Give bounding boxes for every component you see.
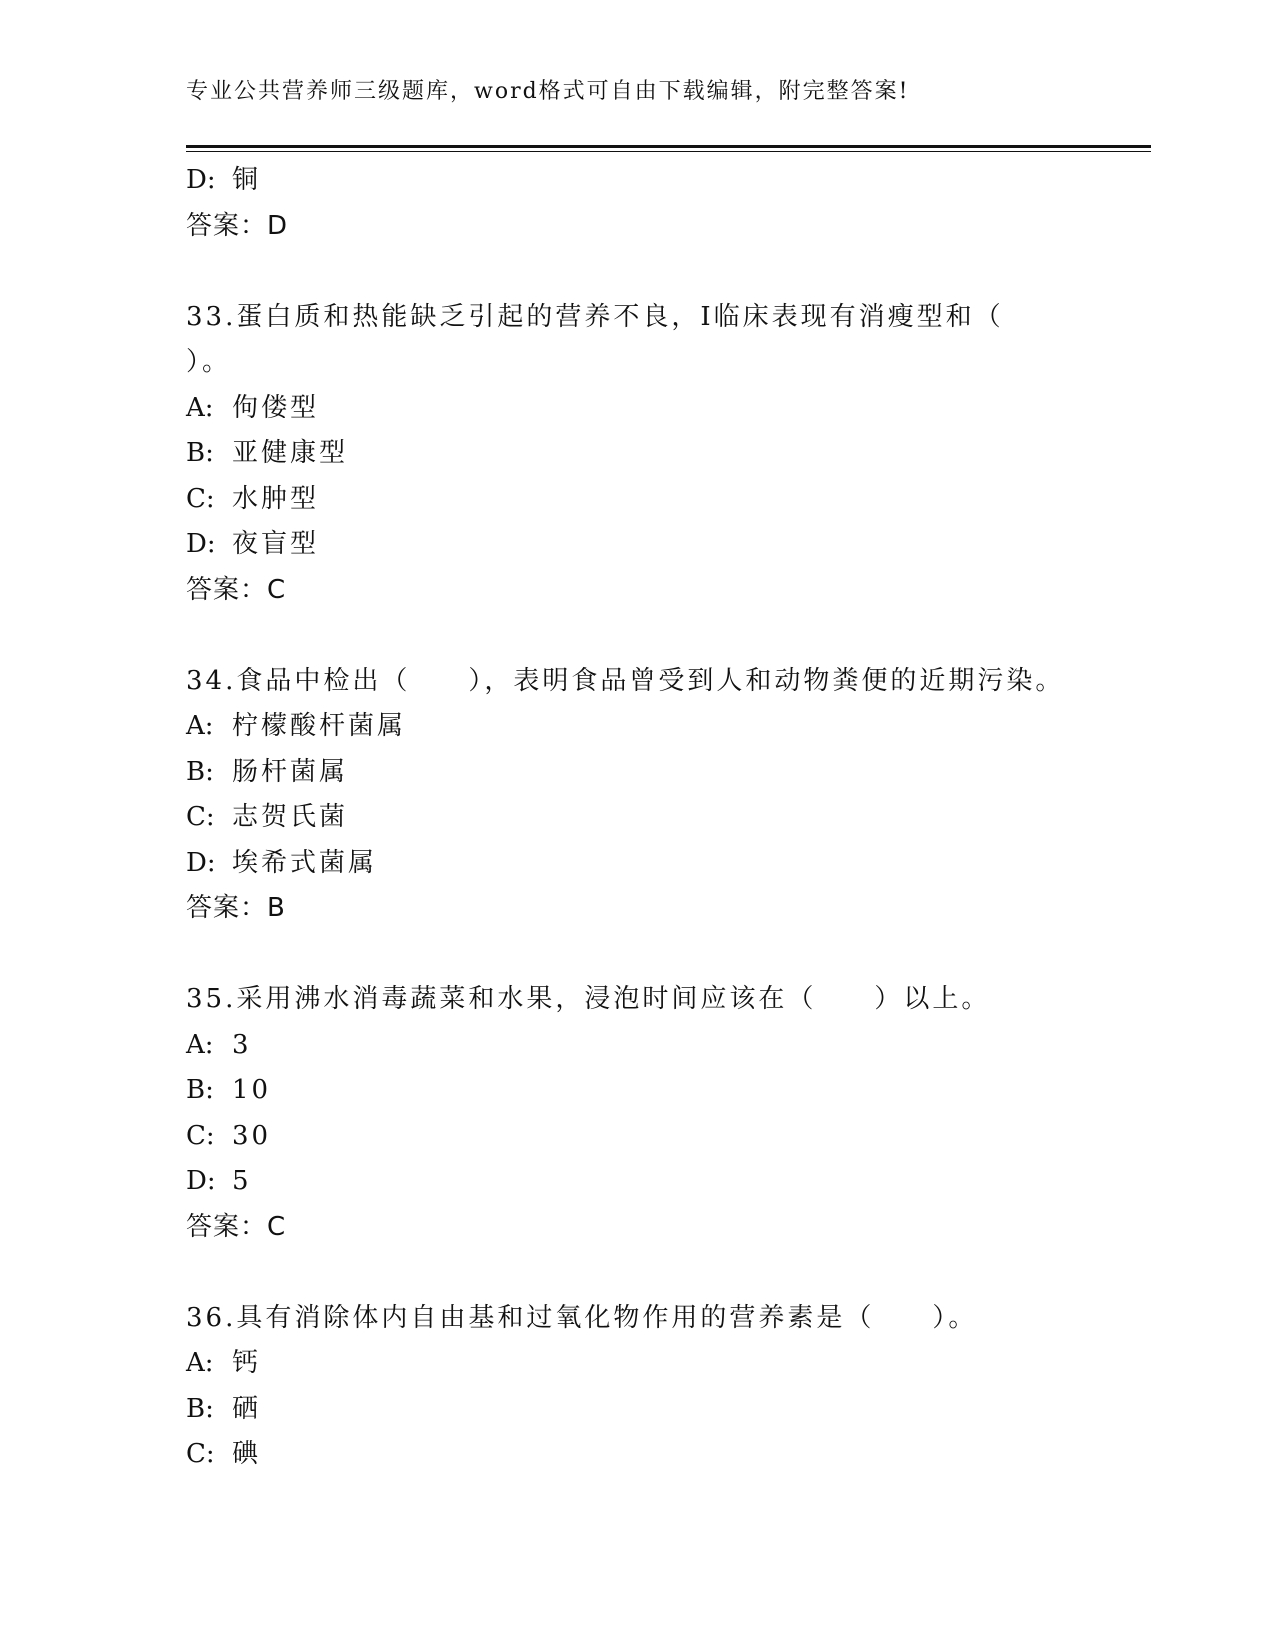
option-line [186, 477, 1151, 523]
option-line [186, 386, 1151, 432]
spacer [186, 1250, 1151, 1296]
option-label: B: [186, 438, 214, 468]
answer-line: 答案：B [186, 893, 286, 923]
option-text: 30 [232, 1120, 272, 1151]
answer-line: 答案：C [186, 1211, 287, 1242]
option-label: B: [186, 1075, 214, 1105]
option-line [186, 1114, 1151, 1160]
option-line [186, 1387, 1151, 1433]
option-text: 肠杆菌属 [232, 756, 349, 787]
question-block [186, 295, 1151, 614]
option-label: A: [186, 1029, 214, 1060]
option-line [186, 750, 1151, 796]
option-text: 铜 [232, 165, 262, 195]
header-rule-thick [186, 145, 1151, 148]
option-text: 柠檬酸杆菌属 [232, 711, 407, 741]
option-line [186, 1432, 1151, 1478]
option-label: C: [186, 1120, 215, 1151]
spacer [186, 613, 1151, 659]
option-label: D: [186, 529, 216, 559]
option-text: 亚健康型 [232, 438, 349, 468]
option-line [186, 1068, 1151, 1114]
question-stem: 36.具有消除体内自由基和过氧化物作用的营养素是（ ）。 [186, 1302, 978, 1333]
option-text: 志贺氏菌 [232, 802, 349, 832]
answer-line: 答案：C [186, 574, 287, 605]
option-text: 水肿型 [232, 483, 320, 514]
spacer [186, 932, 1151, 978]
answer-line: 答案：D [186, 210, 289, 241]
question-stem: 35.采用沸水消毒蔬菜和水果，浸泡时间应该在（ ）以上。 [186, 984, 991, 1014]
option-line [186, 158, 1151, 204]
option-text: 埃希式菌属 [232, 847, 378, 878]
option-text: 夜盲型 [232, 529, 320, 559]
option-line [186, 841, 1151, 887]
question-content [186, 158, 1151, 1478]
option-label: D: [186, 847, 216, 878]
question-stem-continued: ）。 [186, 347, 232, 377]
option-label: C: [186, 1439, 215, 1469]
option-text: 佝偻型 [232, 392, 320, 423]
option-line [186, 522, 1151, 568]
question-block [186, 977, 1151, 1250]
question-stem: 34.食品中检出（ ），表明食品曾受到人和动物粪便的近期污染。 [186, 665, 1065, 696]
option-line [186, 704, 1151, 750]
option-line [186, 1341, 1151, 1387]
option-label: A: [186, 392, 214, 423]
option-line [186, 1023, 1151, 1069]
option-line [186, 795, 1151, 841]
option-label: C: [186, 483, 215, 514]
question-block [186, 1296, 1151, 1478]
option-line [186, 431, 1151, 477]
option-text: 10 [232, 1075, 272, 1105]
option-label: D: [186, 1166, 216, 1196]
option-label: C: [186, 802, 215, 832]
option-text: 硒 [232, 1393, 262, 1424]
option-label: A: [186, 711, 214, 741]
header-title: 专业公共营养师三级题库，word格式可自由下载编辑，附完整答案! [186, 79, 910, 104]
option-text: 钙 [232, 1348, 262, 1378]
option-text: 碘 [232, 1439, 262, 1469]
option-text: 3 [232, 1029, 252, 1060]
option-line [186, 1159, 1151, 1205]
question-block [186, 659, 1151, 932]
spacer [186, 249, 1151, 295]
option-label: B: [186, 756, 214, 787]
option-text: 5 [232, 1166, 252, 1196]
option-label: B: [186, 1393, 214, 1424]
option-label: D: [186, 165, 216, 195]
option-label: A: [186, 1348, 214, 1378]
header-rule-thin [186, 151, 1151, 152]
question-stem: 33.蛋白质和热能缺乏引起的营养不良，I临床表现有消瘦型和（ [186, 301, 1004, 332]
